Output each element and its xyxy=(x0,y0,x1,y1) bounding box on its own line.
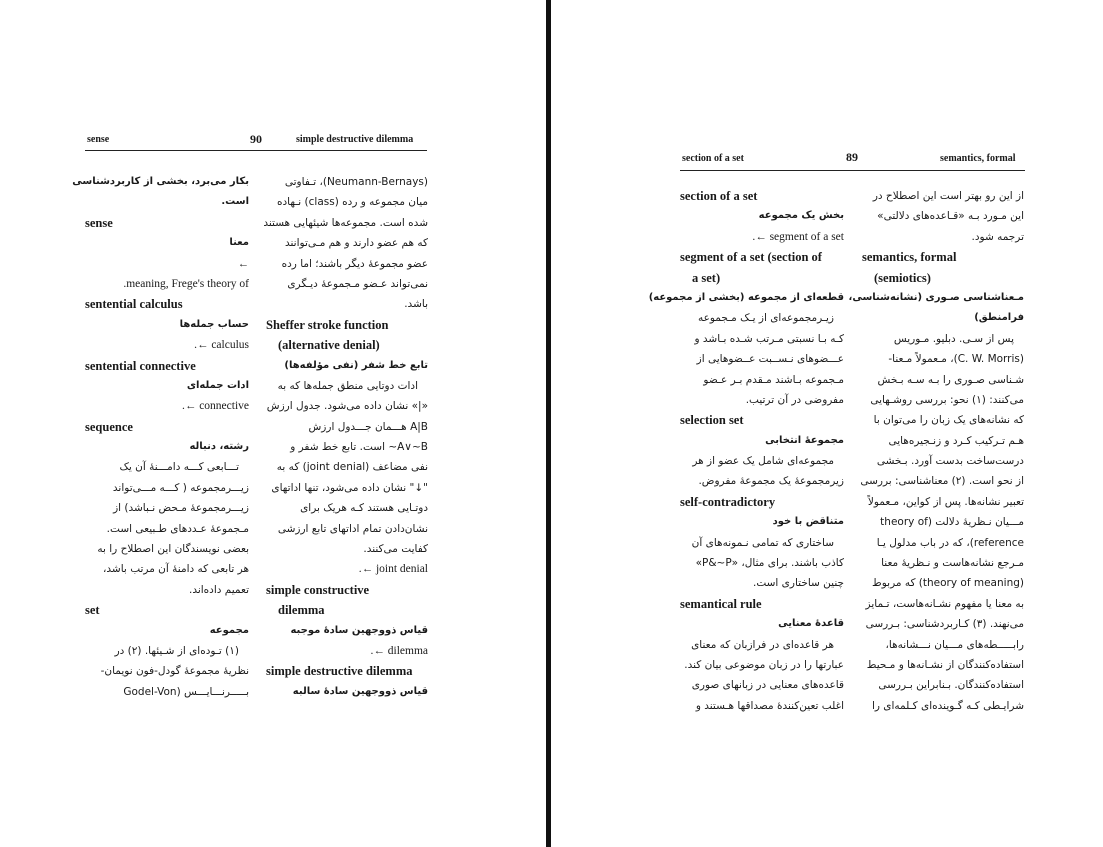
definition-line: بعضی نویسندگان این اصطلاح را به xyxy=(97,543,249,556)
entry-translation: قیاس ذووجهین سادهٔ سالبه xyxy=(292,685,428,697)
definition-line: نظریهٔ مجموعهٔ گودل-فون نویمان- xyxy=(100,665,249,678)
definition-line: مجموعه‌ای شامل یک عضو از هر xyxy=(692,455,834,468)
definition-line: مـجموعه بـاشند مـقدم بـر عـضو xyxy=(703,373,844,386)
definition-line: ساختاری که تمامی نـمونه‌های آن xyxy=(691,536,834,549)
entry-translation: معنا xyxy=(229,237,249,249)
definition-line: زیـــرمجموعه ( کـــه مـــی‌تواند xyxy=(112,481,249,494)
right-column xyxy=(848,186,1024,716)
definition-line: دوتـایی هستند کـه هریک برای xyxy=(300,502,428,515)
entry-term: selection set xyxy=(680,413,744,428)
definition-line: (Neumann-Bernays)، تـفاوتی xyxy=(284,176,428,188)
definition-line: reference)، که در باب مدلول یـا xyxy=(876,536,1024,549)
header-right-term: simple destructive dilemma xyxy=(296,134,414,145)
right-column xyxy=(263,172,428,702)
definition-line: میان مجموعه و رده (class) نـهاده xyxy=(277,196,428,209)
page-number: 90 xyxy=(250,132,262,146)
definition-line: شـناسی صـوری را بـه سـه بـخش xyxy=(877,373,1024,386)
entry-translation: مـعناشناسی صـوری (نشانه‌شناسی، xyxy=(848,291,1024,303)
cross-reference: dilemma ←. xyxy=(370,644,428,657)
entry-term: segment of a set (section of xyxy=(680,250,822,265)
definition-line: شرایـطی کـه گـوینده‌ای کـلمه‌ای را xyxy=(871,699,1024,712)
entry-term-continued: a set) xyxy=(692,270,721,285)
definition-line: (theory of meaning) که مربوط xyxy=(872,577,1024,590)
entry-term: self-contradictory xyxy=(680,494,776,509)
cross-reference: joint denial ←. xyxy=(358,563,428,576)
definition-line: نشان‌دادن تمام اداتهای تابع ارزشی xyxy=(277,522,428,535)
entry-translation: ادات جمله‌ای xyxy=(186,379,249,391)
definition-line: به معنا یا مفهوم نشـانه‌هاست، تـمایز xyxy=(865,597,1024,610)
entry-term: simple constructive xyxy=(266,582,370,597)
definition-line: کـه بـا نسبتی مـرتب شـده بـاشد و xyxy=(694,332,844,345)
definition-line: «|» نشان داده می‌شود. جدول ارزش xyxy=(266,400,428,413)
cross-reference: meaning, Frege's theory of. xyxy=(123,277,249,290)
entry-term-continued: (alternative denial) xyxy=(278,338,380,353)
page-89 xyxy=(551,0,1103,847)
definition-line: چنین ساختاری است. xyxy=(752,577,844,590)
definition-line: که نشانه‌های یک زبان را می‌توان با xyxy=(873,414,1024,427)
definition-line: بـــــرنـــایـــس (Godel-Von xyxy=(123,685,249,698)
entry-translation: رشته، دنباله xyxy=(189,441,249,453)
definition-line: کاذب باشند. برای مثال، «P&~P» xyxy=(695,557,844,570)
definition-line: تعبیر نشانه‌ها. پس از کواین، مـعمولاً xyxy=(867,495,1024,508)
definition-line: تعمیم داده‌اند. xyxy=(188,583,249,596)
definition-line: که هم عضو دارند و هم مـی‌توانند xyxy=(285,237,428,250)
entry-translation: بکار می‌برد، بخشی از کاربردشناسی xyxy=(72,176,249,187)
definition-line: مـرجع نشانه‌هاست و نـظریهٔ معنا xyxy=(881,557,1024,570)
entry-translation: حساب جمله‌ها xyxy=(179,318,249,330)
entry-translation: تابع خط شفر (نفی مؤلفه‌ها) xyxy=(284,359,428,371)
entry-translation: قیاس ذووجهین سادهٔ موجبه xyxy=(290,624,428,636)
definition-line: هر تابعی که دامنهٔ آن مرتب باشد، xyxy=(103,563,249,576)
entry-term-continued: dilemma xyxy=(278,603,325,618)
entry-term: semantics, formal xyxy=(862,250,957,265)
cross-reference: ← xyxy=(237,257,249,270)
definition-line: استفاده‌کنندگان از نشـانه‌ها و مـحیط xyxy=(866,658,1024,671)
entry-translation: مجموعهٔ انتخابی xyxy=(765,434,844,446)
cross-reference: segment of a set ←. xyxy=(752,230,844,243)
definition-line: درست‌ساخت بدست آورد. بـخشی xyxy=(876,455,1024,468)
entry-term: set xyxy=(85,603,100,618)
definition-line: می‌نهند. (۳) کـاربردشناسی: بـررسی xyxy=(865,618,1024,631)
definition-line: ترجمه شود. xyxy=(971,230,1024,243)
definition-line: هـم تـرکیب کـرد و زنـجیره‌هایی xyxy=(888,434,1024,447)
definition-line: نفی مضاعف (joint denial) که به xyxy=(276,461,428,474)
definition-line: رابـــــطه‌های مـــیان نـــشانه‌ها، xyxy=(885,638,1024,651)
left-column xyxy=(72,172,249,702)
definition-line: زیـرمجموعه‌ای از یـک مـجموعه xyxy=(697,312,834,325)
definition-line: تـــابعی کـــه دامـــنهٔ آن یک xyxy=(119,461,239,474)
definition-line: (C. W. Morris)، مـعمولاً مـعنا- xyxy=(888,353,1024,366)
definition-line: عبارتها را در زبان موضوعی بیان کند. xyxy=(684,658,844,671)
definition-line: از نحو است. (۲) معناشناسی: بررسی xyxy=(860,475,1024,488)
definition-line: A|B هـــمان جـــدول ارزش xyxy=(308,420,428,433)
entry-term: sentential calculus xyxy=(85,297,183,312)
entry-translation: بخش یک مجموعه xyxy=(758,210,844,222)
entry-term: sentential connective xyxy=(85,358,196,373)
cross-reference: connective ←. xyxy=(181,400,249,413)
definition-line: قاعده‌های معنایی در زبانهای صوری xyxy=(691,679,844,692)
entry-translation: است. xyxy=(221,196,249,208)
entry-translation: قاعدهٔ معنایی xyxy=(778,618,844,630)
entry-term: section of a set xyxy=(680,189,758,203)
definition-line: عـــضوهای نـســبت عــضوهایی از xyxy=(696,353,844,366)
header-left-term: section of a set xyxy=(682,153,744,164)
header-left-term: sense xyxy=(87,134,110,145)
definition-line: "↓" نشان داده می‌شود، تنها اداتهای xyxy=(271,481,428,494)
entry-term-continued: (semiotics) xyxy=(874,270,931,285)
definition-line: مـجموعهٔ عـددهای طـبیعی است. xyxy=(106,522,249,535)
page-number: 89 xyxy=(846,150,858,164)
cross-reference: calculus ←. xyxy=(194,339,249,352)
definition-line: زیـــرمجموعهٔ مـحض نـباشد) از xyxy=(113,502,249,515)
definition-line: پس از سـی. دبلیو. مـوریس xyxy=(893,332,1014,345)
header-rule xyxy=(85,150,427,151)
left-column xyxy=(648,186,844,716)
entry-translation: قطعه‌ای از مجموعه (بخشی از مجموعه) xyxy=(648,291,844,303)
definition-line: A∨~B~ است. تابع خط شفر و xyxy=(290,441,428,454)
definition-line: مفروضی در آن ترتیب. xyxy=(745,393,844,406)
entry-translation: متناقض با خود xyxy=(772,516,844,528)
definition-line: از این رو بهتر است این اصطلاح در xyxy=(872,190,1024,202)
definition-line: ادات دوتایی منطق جمله‌ها که به xyxy=(277,379,418,392)
header-rule xyxy=(680,170,1025,171)
entry-term: sense xyxy=(85,215,113,230)
definition-line: هر قاعده‌ای در فرازبان که معنای xyxy=(691,638,834,651)
entry-term: Sheffer stroke function xyxy=(266,317,389,332)
definition-line: زیرمجموعهٔ یک مجموعهٔ مفروض. xyxy=(698,475,844,488)
definition-line: کفایت می‌کنند. xyxy=(363,543,428,556)
entry-term: simple destructive dilemma xyxy=(266,664,413,679)
entry-term: semantical rule xyxy=(680,596,762,611)
definition-line: باشد. xyxy=(404,298,428,311)
entry-term: sequence xyxy=(85,419,133,434)
definition-line: این مـورد بـه «قـاعده‌های دلالتی» xyxy=(877,210,1024,223)
definition-line: مـــیان نـظریهٔ دلالت (theory of xyxy=(880,516,1024,529)
definition-line: عضو مجموعهٔ دیگر باشند؛ اما رده xyxy=(281,257,428,270)
entry-translation: مجموعه xyxy=(209,624,249,636)
header-right-term: semantics, formal xyxy=(940,153,1016,164)
definition-line: نمی‌تواند عـضو مـجموعهٔ دیـگری xyxy=(287,277,428,290)
definition-line: اغلب تعین‌کنندهٔ مصداقها هـستند و xyxy=(695,699,844,712)
definition-line: استفاده‌کنندگان. بـنابراین بـررسی xyxy=(878,679,1024,692)
definition-line: (۱) تـوده‌ای از شـیئها. (۲) در xyxy=(114,644,239,657)
definition-line: می‌کنند: (۱) نحو: بررسی روشـهایی xyxy=(870,393,1024,406)
entry-translation: فرامنطق) xyxy=(974,312,1024,324)
definition-line: شده است. مجموعه‌ها شیئهایی هستند xyxy=(263,216,428,229)
page-90 xyxy=(0,0,546,847)
